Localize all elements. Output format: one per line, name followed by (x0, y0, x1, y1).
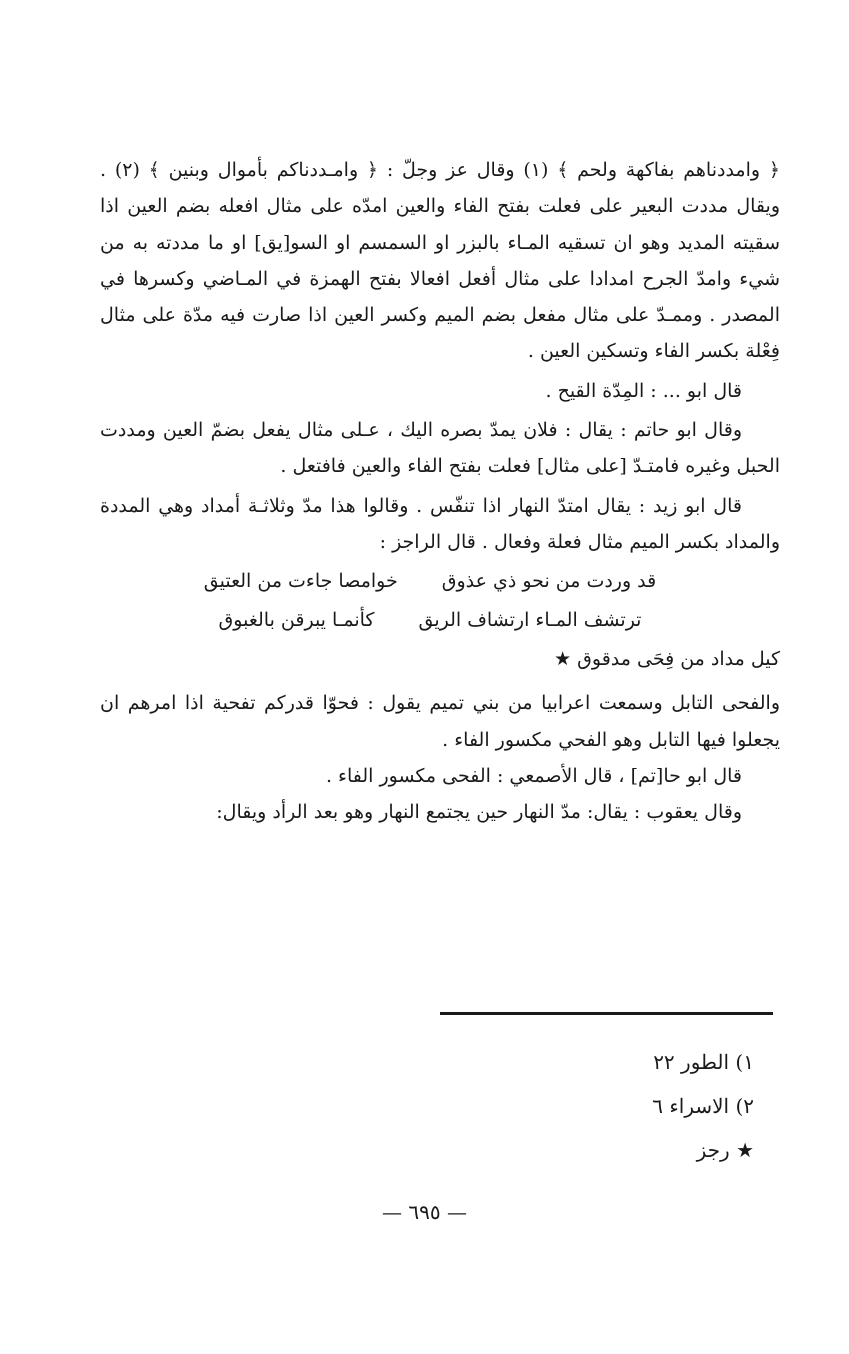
verse-hemistich: ترتشف المـاء ارتشاف الريق (418, 609, 642, 632)
verse-hemistich: خوامصا جاءت من العتيق (203, 570, 398, 593)
verse-hemistich: قد وردت من نحو ذي عذوق (441, 570, 657, 593)
verse-block (100, 562, 780, 679)
footnote-divider (440, 1012, 773, 1015)
paragraph-7: وقال يعقوب : يقال: مدّ النهار حين يجتمع النهار وهو بعد الرأد ويقال: (216, 801, 742, 824)
verse-line-1 (100, 562, 780, 601)
paragraph-1: ﴿ وامددناهم بفاكهة ولحم ﴾ (١) وقال عز وجلّ : ﴿ وامـددناكم بأموال وبنين ﴾ (٢) . ويقال مددت البعير على فعلت بفتح الفاء والعين امدّه على مثال افعله بضم العين اذا سقيته المديد وهو ان تسقيه المـاء بالبزر او السمسم او السو[يق] او ما مددته به من شيء وامدّ الجرح امدادا على مثال أفعل افعالا بفتح الهمزة في المـاضي وكسرها في المصدر . وممـدّ على مثال مفعل بضم الميم وكسر العين اذا صارت فيه مدّة على مثال فِعْلة بكسر الفاء وتسكين العين . (100, 159, 780, 363)
paragraph-5: والفحى التابل وسمعت اعرابيا من بني تميم يقول : فحوّا قدركم تفحية اذا امرهم ان يجعلوا فيها التابل وهو الفحي مكسور الفاء . (100, 692, 780, 751)
main-text (100, 152, 780, 830)
footnote-1: ١) الطور ٢٢ (653, 1050, 754, 1074)
paragraph-6: قال ابو حا[تم] ، قال الأصمعي : الفحى مكسور الفاء . (325, 764, 742, 787)
footnotes (652, 1040, 754, 1172)
paragraph-3: وقال ابو حاتم : يقال : فلان يمدّ بصره اليك ، عـلى مثال يفعل بضمّ العين ومددت الحبل وغيره فامتـدّ [على مثال] فعلت بفتح الفاء والعين فافتعل . (100, 419, 780, 478)
footnote-3: ★ رجز (696, 1138, 754, 1162)
verse-line-2 (100, 601, 780, 640)
verse-hemistich: كأنمـا يبرقن بالغبوق (218, 609, 375, 632)
footnote-2: ٢) الاسراء ٦ (652, 1094, 754, 1118)
page-number: — ٦٩٥ — (382, 1200, 467, 1224)
paragraph-2: قال ابو ... : المِدّة القيح . (545, 379, 742, 402)
paragraph-4: قال ابو زيد : يقال امتدّ النهار اذا تنفّس . وقالوا هذا مدّ وثلاثـة أمداد وهي المددة والمداد بكسر الميم مثال فعلة وفعال . قال الراجز : (100, 494, 780, 553)
verse-line-3: كيل مداد من فِحَى مدقوق ★ (554, 648, 780, 671)
